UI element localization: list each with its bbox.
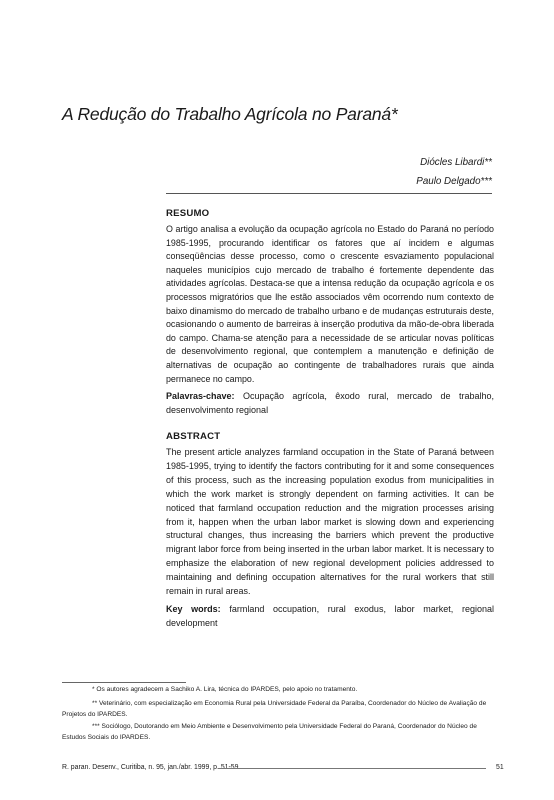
footnote-1: * Os autores agradecem a Sachiko A. Lira, técnica do IPARDES, pelo apoio no tratamento. (92, 686, 358, 693)
abstract-keywords (166, 603, 494, 630)
abstract-heading: ABSTRACT (166, 431, 221, 442)
abstract-keywords-label: Key words: (166, 603, 221, 614)
abstract-section (166, 431, 494, 630)
abstract-keywords-text: farmland occupation, rural exodus, labor market, regional development (166, 603, 494, 628)
abstract-text: The present article analyzes farmland occupation in the State of Paraná between 1985-1995, trying to identify the factors contributing for it and some consequences of this process, such as the increasing population exodus from municipalities in which the work market is strongly dependent on farming activities. It can be noticed that farmland occupation reduction and the migration processes arising from it, happen when the urban labor market is slowing down and experiencing structural changes, thus increasing the barriers which prevent the productive migrant labor force from being inserted in the urban labor market. It is necessary to emphasize the elaboration of new regional development policies addressed to maintaining and defining occupation alternatives for the rural workers that still remain in rural areas. (166, 447, 494, 597)
page-number: 51 (496, 764, 504, 771)
footer-divider (218, 768, 486, 769)
author-libardi: Diócles Libardi** (420, 157, 492, 168)
resumo-heading: RESUMO (166, 208, 210, 219)
footnote-divider (62, 682, 186, 683)
article-title: A Redução do Trabalho Agrícola no Paraná* (62, 104, 398, 124)
resumo-keywords (166, 390, 494, 417)
resumo-section (166, 208, 494, 417)
author-delgado: Paulo Delgado*** (416, 176, 492, 187)
journal-citation: R. paran. Desenv., Curitiba, n. 95, jan./abr. 1999, p. 51-59 (62, 764, 239, 771)
footnote-3: *** Sociólogo, Doutorando em Meio Ambiente e Desenvolvimento pela Universidade Federal do Paraná, Coordenador do Núcleo de Estudos Sociais do IPARDES. (62, 723, 477, 741)
footnote-2: ** Veterinário, com especialização em Economia Rural pela Universidade Federal da Paraíba, Coordenador do Núcleo de Avaliação de Projetos do IPARDES. (62, 700, 487, 718)
author-divider (166, 193, 492, 194)
resumo-keywords-text: Ocupação agrícola, êxodo rural, mercado de trabalho, desenvolvimento regional (166, 391, 494, 415)
resumo-text: O artigo analisa a evolução da ocupação agrícola no Estado do Paraná no período 1985-1995, procurando identificar os fatores que aí incidem e algumas conseqüências desse processo, como o crescente esvaziamento populacional naqueles municípios cujo mercado de trabalho é fortemente dependente das atividades agrícolas. Destaca-se que a intensa redução da ocupação agrícola e os processos migratórios que lhe estão associados vêm ocorrendo num contexto de baixo dinamismo do mercado de trabalho urbano e de mudanças estruturais deste, ocasionando o aumento de barreiras à inserção produtiva da mão-de-obra liberada do campo. Chama-se atenção para a necessidade de se articular novas políticas de desenvolvimento regional, que contemplem a manutenção e definição de alternativas de ocupação ao contingente de trabalhadores rurais que ainda permanece no campo. (166, 224, 494, 384)
resumo-keywords-label: Palavras-chave: (166, 391, 235, 402)
